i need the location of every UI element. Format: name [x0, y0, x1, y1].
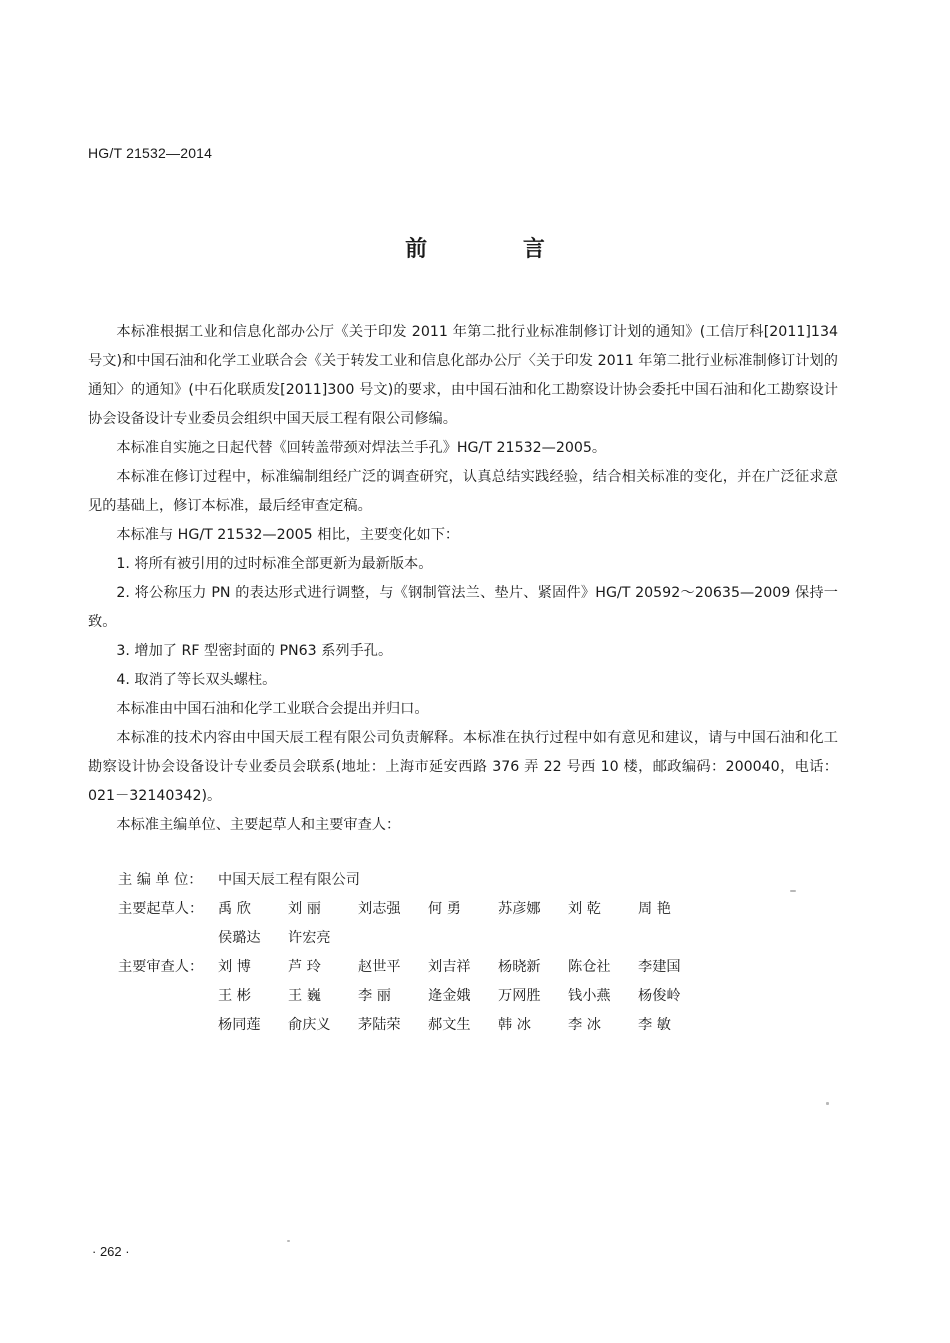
reviewer-name: 赵世平 [358, 959, 401, 975]
paragraph-authors-intro: 本标准主编单位、主要起草人和主要审查人： [116, 817, 401, 833]
drafter-name: 侯璐达 [218, 930, 261, 946]
paragraph-interpretation: 本标准的技术内容由中国天辰工程有限公司负责解释。本标准在执行过程中如有意见和建议，请与中国石油和化工勘察设计协会设备设计专业委员会联系(地址：上海市延安西路 376 弄 22 号西 10 楼，邮政编码：200040，电话：021－32140342)。 [88, 730, 838, 804]
reviewers-label: 主要审查人： [118, 959, 204, 975]
foreword-body [88, 318, 838, 840]
scan-speck [790, 890, 796, 892]
page-title: 前 言 [405, 237, 589, 262]
drafters-names [218, 895, 718, 953]
reviewer-name: 王 巍 [288, 988, 321, 1004]
reviewer-name: 钱小燕 [568, 988, 611, 1004]
reviewer-name: 郝文生 [428, 1017, 471, 1033]
reviewer-name: 芦 玲 [288, 959, 321, 975]
drafters-label: 主要起草人： [118, 901, 204, 917]
paragraph-replacement: 本标准自实施之日起代替《回转盖带颈对焊法兰手孔》HG/T 21532—2005。 [116, 440, 607, 456]
scan-speck [826, 1102, 829, 1105]
reviewer-name: 俞庆义 [288, 1017, 331, 1033]
paragraph-revision-process: 本标准在修订过程中，标准编制组经广泛的调查研究，认真总结实践经验，结合相关标准的变化，并在广泛征求意见的基础上，修订本标准，最后经审查定稿。 [88, 469, 838, 514]
paragraph-proposer: 本标准由中国石油和化学工业联合会提出并归口。 [116, 701, 429, 717]
reviewer-name: 韩 冰 [498, 1017, 531, 1033]
drafter-name: 刘 丽 [288, 901, 321, 917]
reviewer-name: 逄金娥 [428, 988, 471, 1004]
reviewer-name: 万网胜 [498, 988, 541, 1004]
reviewer-name: 李 敏 [638, 1017, 671, 1033]
reviewers-names [218, 953, 718, 1040]
scan-speck [287, 1240, 290, 1242]
reviewers-row [118, 953, 718, 1040]
page-number: · 262 · [92, 1244, 130, 1259]
chief-unit-label: 主 编 单 位： [118, 872, 203, 888]
drafter-name: 禹 欣 [218, 901, 251, 917]
reviewer-name: 茅陆荣 [358, 1017, 401, 1033]
paragraph-change-3: 3. 增加了 RF 型密封面的 PN63 系列手孔。 [116, 643, 393, 659]
reviewer-name: 陈仓社 [568, 959, 611, 975]
paragraph-basis: 本标准根据工业和信息化部办公厅《关于印发 2011 年第二批行业标准制修订计划的通知》(工信厅科[2011]134 号文)和中国石油和化学工业联合会《关于转发工业和信息化部办公厅〈关于印发 2011 年第二批行业标准制修订计划的通知〉的通知》(中石化联质发[2011]300 号文)的要求，由中国石油和化工勘察设计协会委托中国石油和化工勘察设计协会设备设计专业委员会组织中国天辰工程有限公司修编。 [88, 324, 838, 427]
reviewer-name: 杨俊岭 [638, 988, 681, 1004]
reviewer-name: 李 冰 [568, 1017, 601, 1033]
paragraph-change-2: 2. 将公称压力 PN 的表达形式进行调整，与《钢制管法兰、垫片、紧固件》HG/T 20592～20635—2009 保持一致。 [88, 585, 838, 630]
reviewer-name: 刘吉祥 [428, 959, 471, 975]
reviewer-name: 王 彬 [218, 988, 251, 1004]
paragraph-change-1: 1. 将所有被引用的过时标准全部更新为最新版本。 [116, 556, 433, 572]
drafter-name: 周 艳 [638, 901, 671, 917]
chief-unit-row [118, 866, 718, 895]
drafter-name: 刘 乾 [568, 901, 601, 917]
paragraph-change-4: 4. 取消了等长双头螺柱。 [116, 672, 277, 688]
drafter-name: 苏彦娜 [498, 901, 541, 917]
drafters-row [118, 895, 718, 953]
reviewer-name: 杨同莲 [218, 1017, 261, 1033]
drafter-name: 许宏亮 [288, 930, 331, 946]
standard-code: HG/T 21532—2014 [88, 145, 213, 161]
reviewer-name: 李建国 [638, 959, 681, 975]
chief-unit-value: 中国天辰工程有限公司 [218, 872, 360, 888]
paragraph-changes-intro: 本标准与 HG/T 21532—2005 相比，主要变化如下： [116, 527, 460, 543]
drafter-name: 刘志强 [358, 901, 401, 917]
reviewer-name: 李 丽 [358, 988, 391, 1004]
authors-section [118, 866, 718, 1040]
drafter-name: 何 勇 [428, 901, 461, 917]
reviewer-name: 杨晓新 [498, 959, 541, 975]
reviewer-name: 刘 博 [218, 959, 251, 975]
